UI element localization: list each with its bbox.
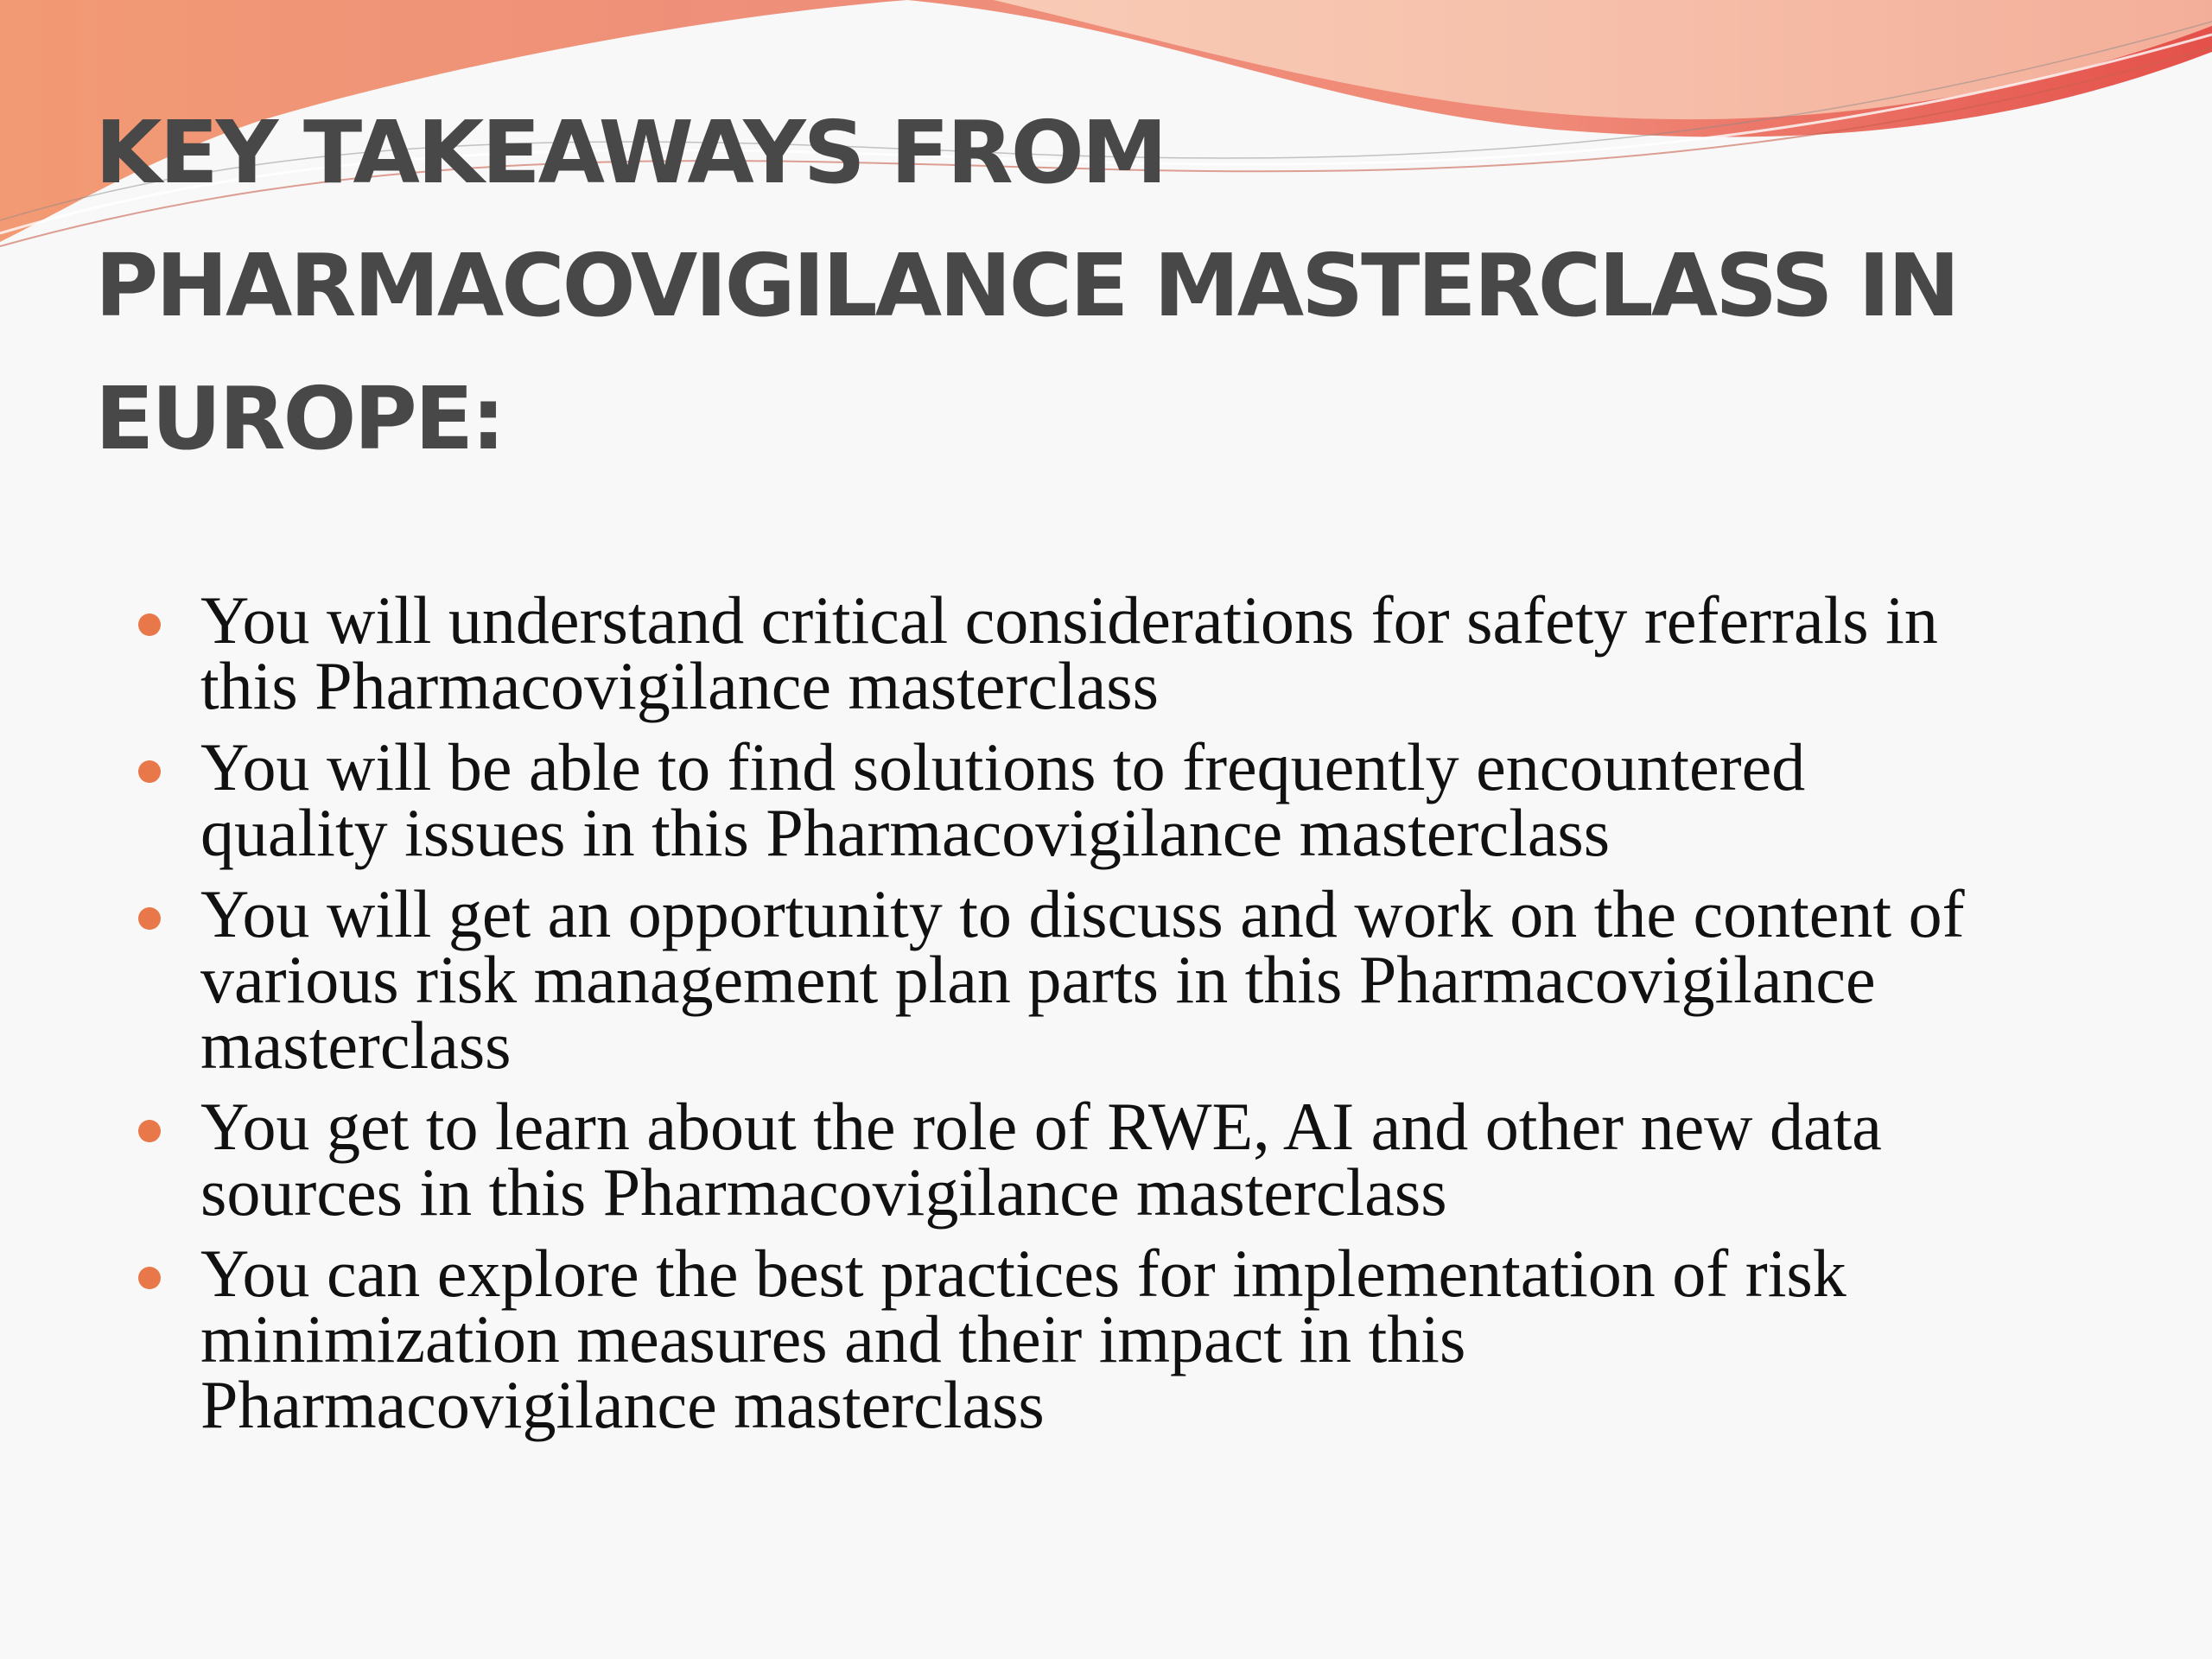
bullet-line: You will get an opportunity to discuss and work on the content of [200, 876, 1965, 951]
title-line: KEY TAKEAWAYS FROM [95, 102, 1166, 203]
bullet-text [200, 582, 2143, 723]
bullet-line: sources in this Pharmacovigilance masterclass [200, 1154, 1447, 1230]
bullet-text [200, 876, 2143, 1083]
bullet-item [130, 1236, 2143, 1442]
slide-title [95, 86, 2134, 486]
bullet-line: You can explore the best practices for implementation of risk [200, 1236, 1847, 1311]
bullet-line: various risk management plan parts in this Pharmacovigilance [200, 942, 1876, 1017]
bullet-line: masterclass [200, 1007, 512, 1083]
bullet-line: You will understand critical considerations for safety referrals in [200, 582, 1938, 658]
bullet-text [200, 1236, 2143, 1442]
bullet-list [130, 582, 2143, 1453]
bullet-dot-icon [138, 907, 161, 930]
bullet-line: Pharmacovigilance masterclass [200, 1367, 1045, 1442]
bullet-line: minimization measures and their impact in this [200, 1301, 1466, 1376]
bullet-line: this Pharmacovigilance masterclass [200, 648, 1159, 723]
bullet-text [200, 729, 2143, 870]
bullet-item [130, 582, 2143, 723]
title-line: EUROPE: [95, 368, 504, 469]
bullet-item [130, 729, 2143, 870]
bullet-line: quality issues in this Pharmacovigilance masterclass [200, 795, 1611, 870]
bullet-line: You get to learn about the role of RWE, AI and other new data [200, 1089, 1882, 1164]
bullet-item [130, 876, 2143, 1083]
bullet-dot-icon [138, 1120, 161, 1142]
bullet-dot-icon [138, 760, 161, 783]
bullet-dot-icon [138, 1267, 161, 1289]
bullet-line: You will be able to find solutions to frequently encountered [200, 729, 1806, 804]
title-line: PHARMACOVIGILANCE MASTERCLASS IN [95, 235, 1958, 336]
bullet-text [200, 1089, 2143, 1230]
bullet-item [130, 1089, 2143, 1230]
bullet-dot-icon [138, 613, 161, 636]
